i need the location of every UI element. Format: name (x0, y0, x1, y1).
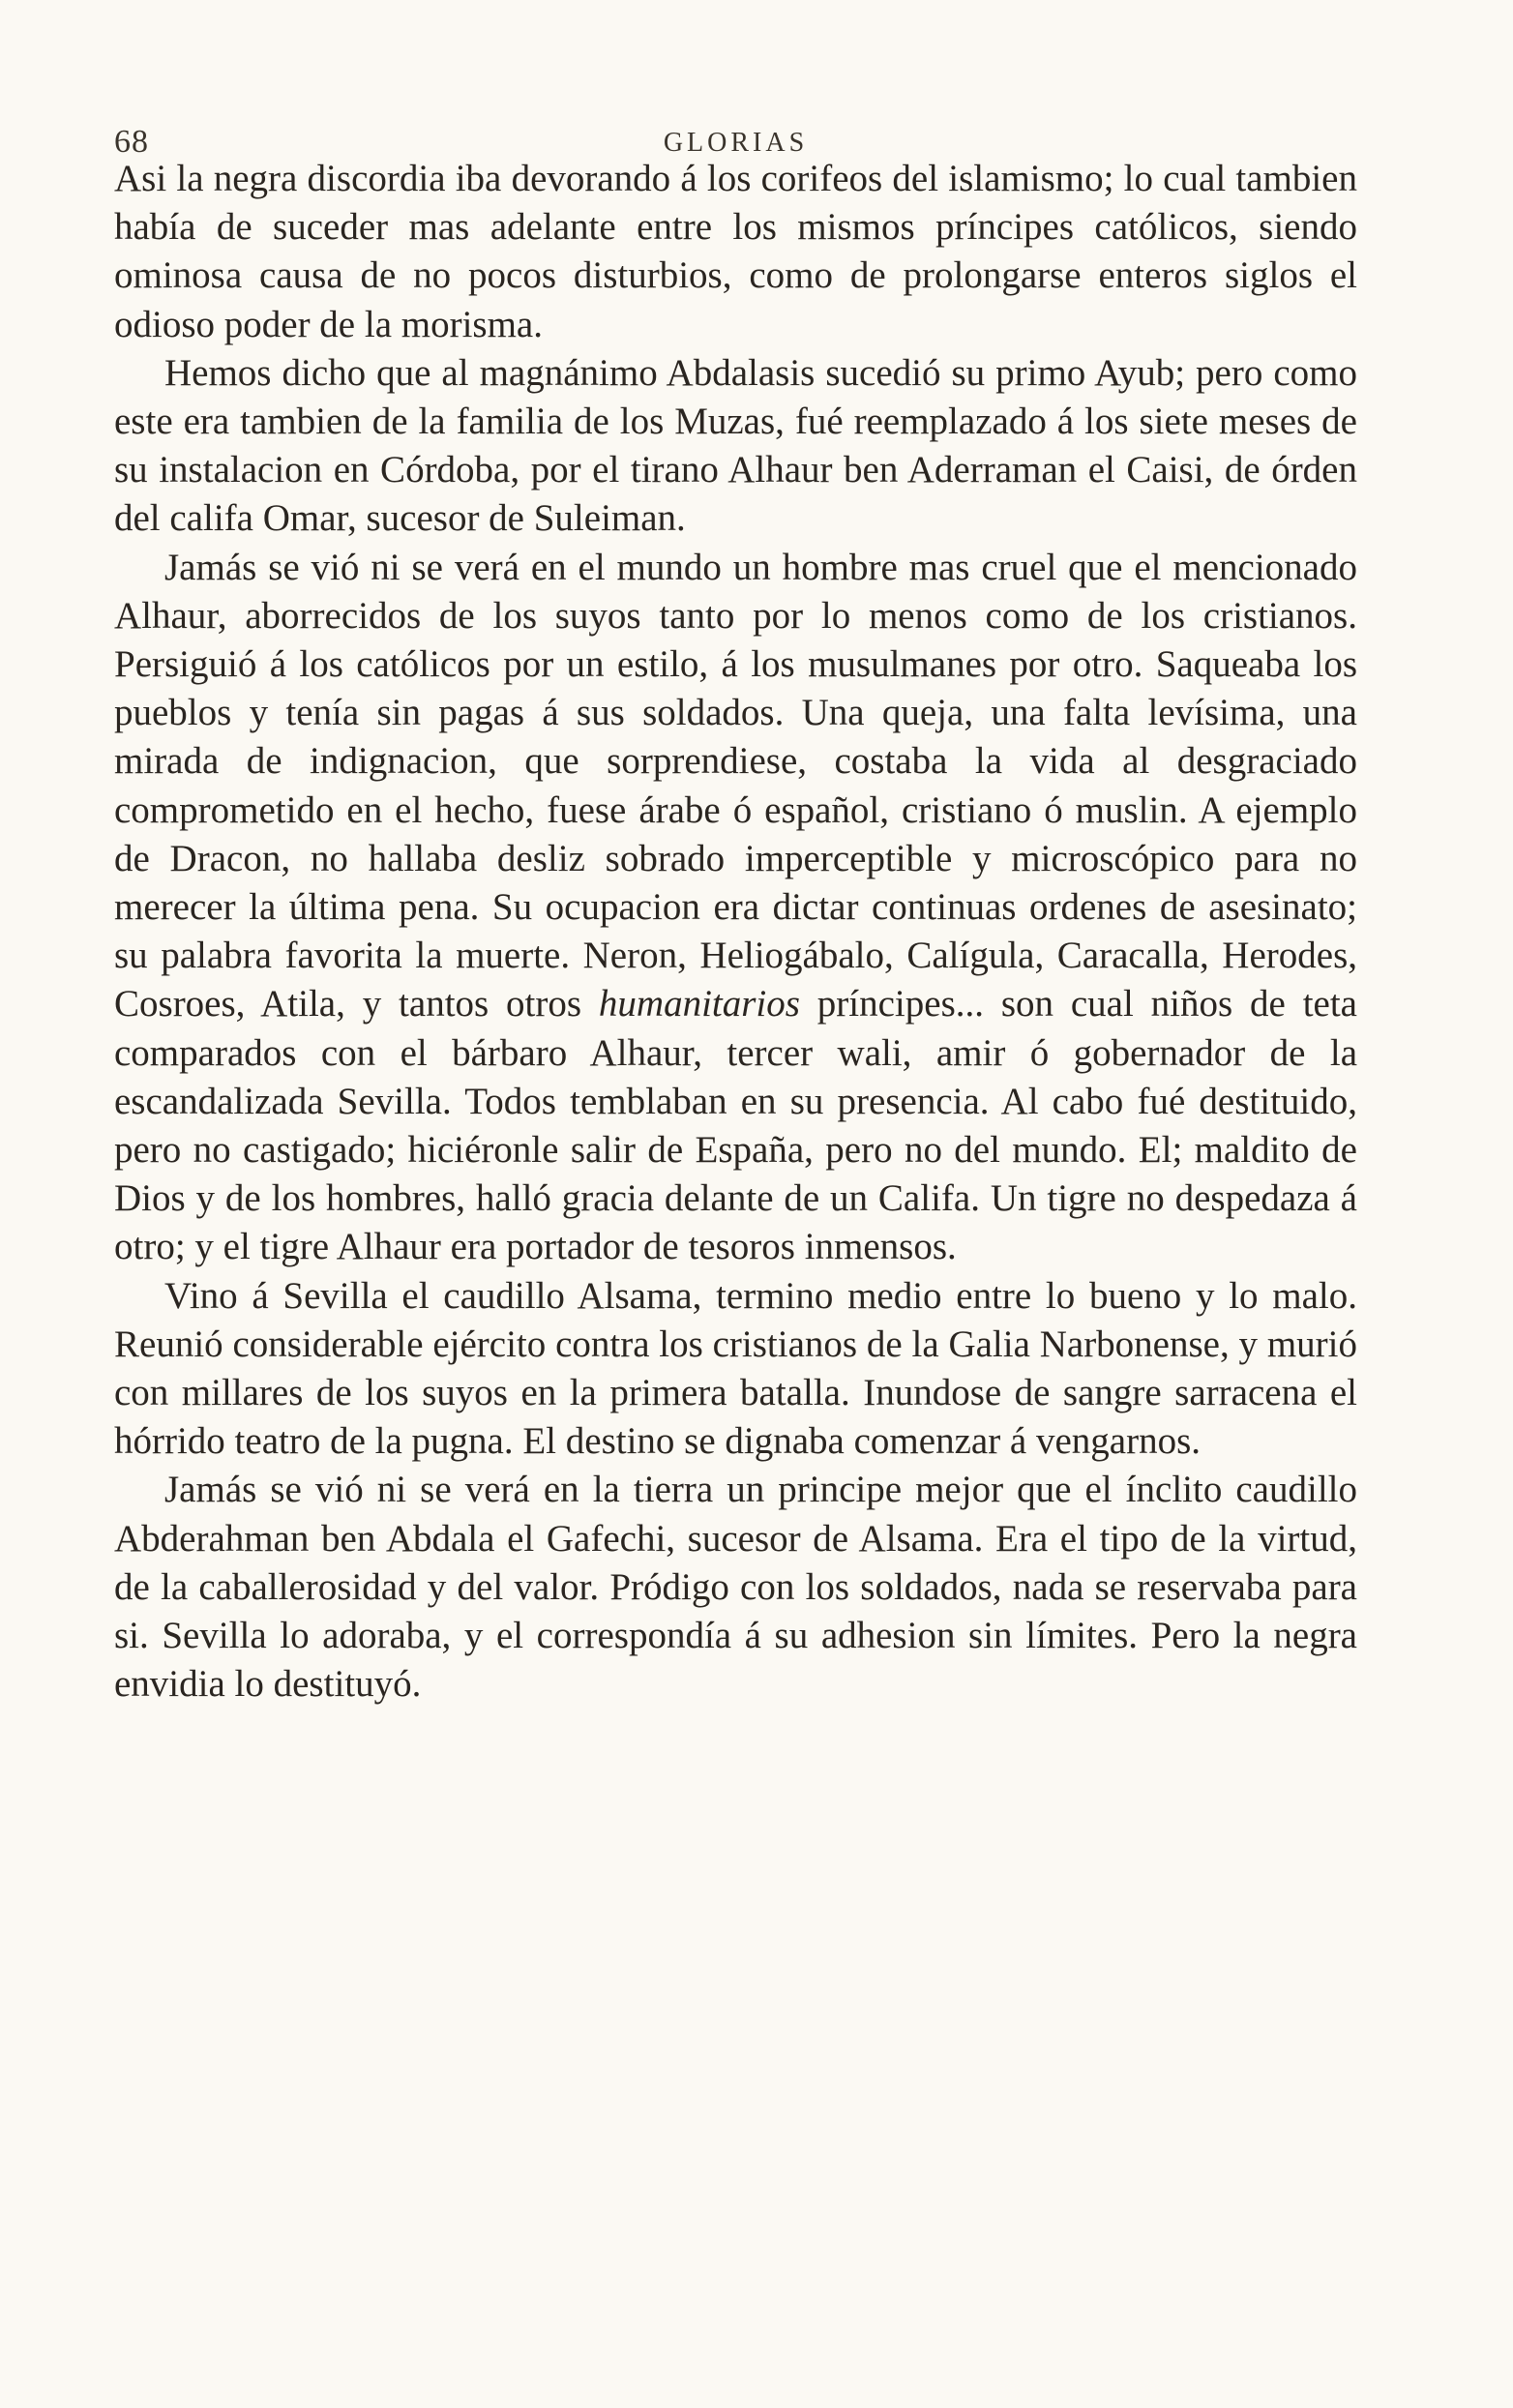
running-title: GLORIAS (663, 128, 809, 158)
paragraph-1 (114, 155, 1357, 349)
paragraph-text: Jamás se vió ni se verá en la tierra un principe mejor que el ínclito caudillo Abderahman ben Abdala el Gafechi, sucesor de Alsama. Era el tipo de la virtud, de la caballerosidad y del valor. Pródigo con los soldados, nada se reservaba para si. Sevilla lo adoraba, y el correspondía á su adhesion sin límites. Pero la negra envidia lo destituyó. (114, 1469, 1357, 1706)
paragraph-text: Vino á Sevilla el caudillo Alsama, termino medio entre lo bueno y lo malo. Reunió considerable ejército contra los cristianos de la Galia Narbonense, y murió con millares de los suyos en la primera batalla. Inundose de sangre sarracena el hórrido teatro de la pugna. El destino se dignaba comenzar á vengarnos. (114, 1274, 1357, 1463)
paragraph-4 (114, 1272, 1357, 1467)
paragraph-text: príncipes... son cual niños de teta comparados con el bárbaro Alhaur, tercer wali, amir ó gobernador de la escandalizada Sevilla. Todos temblaban en su presencia. Al cabo fué destituido, pero no castigado; hiciéronle salir de España, pero no del mundo. El; maldito de Dios y de los hombres, halló gracia delante de un Califa. Un tigre no despedaza á otro; y el tigre Alhaur era portador de tesoros inmensos. (114, 983, 1357, 1268)
paragraph-5 (114, 1466, 1357, 1709)
body-text (114, 155, 1357, 1709)
paragraph-3 (114, 544, 1357, 1272)
page-number: 68 (114, 124, 149, 160)
paragraph-text: Hemos dicho que al magnánimo Abdalasis sucedió su primo Ayub; pero como este era tambien de la familia de los Muzas, fué reemplazado á los siete meses de su instalacion en Córdoba, por el tirano Alhaur ben Aderraman el Caisi, de órden del califa Omar, sucesor de Suleiman. (114, 351, 1357, 540)
paragraph-text: Asi la negra discordia iba devorando á los corifeos del islamismo; lo cual tambien había de suceder mas adelante entre los mismos príncipes católicos, siendo ominosa causa de no pocos disturbios, como de prolongarse enteros siglos el odioso poder de la morisma. (114, 158, 1357, 345)
paragraph-2 (114, 349, 1357, 544)
italic-word: humanitarios (598, 983, 800, 1026)
paragraph-text: Jamás se vió ni se verá en el mundo un hombre mas cruel que el mencionado Alhaur, aborrecidos de los suyos tanto por lo menos como de los cristianos. Persiguió á los católicos por un estilo, á los musulmanes por otro. Saqueaba los pueblos y tenía sin pagas á sus soldados. Una queja, una falta levísima, una mirada de indignacion, que sorprendiese, costaba la vida al desgraciado comprometido en el hecho, fuese árabe ó español, cristiano ó muslin. A ejemplo de Dracon, no hallaba desliz sobrado imperceptible y microscópico para no merecer la última pena. Su ocupacion era dictar continuas ordenes de asesinato; su palabra favorita la muerte. Neron, Heliogábalo, Calígula, Caracalla, Herodes, Cosroes, Atila, y tantos otros (114, 546, 1357, 1026)
